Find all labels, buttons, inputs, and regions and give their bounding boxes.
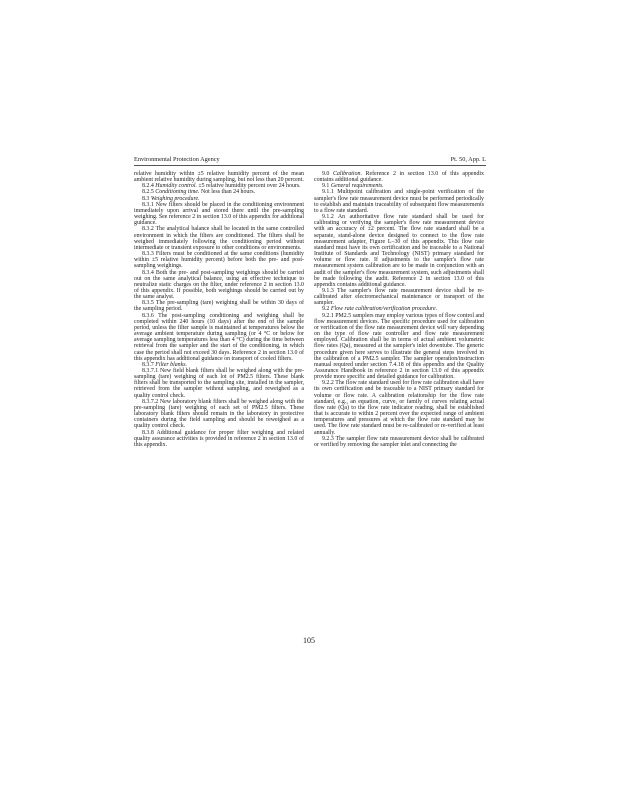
section-number: 8.3.5: [142, 300, 154, 307]
paragraph: [134, 226, 304, 251]
paragraph-text: An authoritative flow rate standard shall be used for calibrating or verifying the sampler's flow rate measurement device with an accuracy of ±2 percent. The flow rate standard shall be a separate, stand-alone device designed to connect to the flow rate measurement adapter, Figure L–30 of this appendix. This flow rate standard must have its own certification and be traceable to a National Institute of Standards and Technology (NIST) primary standard for volume or flow rate. If adjustments to the sampler's flow rate measurement system calibration are to be made in conjunction with an audit of the sampler's flow measurement system, such adjustments shall be made following the audit. Reference 2 in section 13.0 of this appendix contains additional guidance.: [314, 214, 484, 288]
section-title: Conditioning time.: [155, 189, 200, 196]
section-number: 9.2.1: [322, 312, 334, 319]
section-title: Humidity control.: [155, 183, 197, 190]
paragraph-text: The sampler's flow rate measurement device shall be re-calibrated after electromechanical maintenance or transport of the sampler.: [314, 287, 485, 307]
running-header: [134, 156, 486, 166]
section-number: 8.3: [142, 195, 150, 202]
paragraph-text: New field blank filters shall be weighed along with the pre-sampling (tare) weighing of each lot of PM2.5 filters. These blank filters shall be transported to the sampling site, installed in the sampler, retrieved from the sampler without sampling, and reweighed as a quality control check.: [134, 368, 304, 399]
section-title: General requirements.: [330, 183, 384, 190]
paragraph: [314, 288, 484, 306]
paragraph-text: Multipoint calibration and single-point verification of the sampler's flow rate measurement device must be performed periodically to establish and maintain traceability of subsequent flow measurements to a flow rate standard.: [314, 189, 484, 214]
paragraph-text: Reference 2 in section 13.0 of this appendix contains additional guidance.: [314, 171, 484, 184]
section-number: 9.2.2: [322, 380, 334, 387]
paragraph-text: The analytical balance shall be located in the same controlled environment in which the filters are conditioned. The filters shall be weighed immediately following the conditioning period without intermediate or transient exposure to other conditions or environments.: [134, 226, 304, 251]
paragraph-text: New filters should be placed in the conditioning environment immediately upon arrival and stored there until the pre-sampling weighing. See reference 2 in section 13.0 of this appendix for additional guidance.: [134, 201, 304, 227]
paragraph: [314, 214, 484, 288]
section-number: 8.3.1: [142, 201, 154, 208]
section-number: 8.3.7.2: [142, 398, 159, 405]
section-number: 8.3.4: [142, 269, 154, 276]
section-number: 8.2.4: [142, 183, 154, 190]
paragraph: [314, 189, 484, 214]
section-title: Weighing procedure.: [150, 195, 200, 202]
paragraph: [314, 313, 484, 381]
header-agency: Environmental Protection Agency: [134, 156, 220, 163]
paragraph: [314, 380, 484, 435]
section-title: Flow rate calibration/verification procedure.: [330, 306, 438, 313]
paragraph-text: The pre-sampling (tare) weighing shall be within 30 days of the sampling period.: [134, 300, 304, 313]
section-number: 8.3.8: [142, 429, 154, 436]
section-number: 8.3.7.1: [142, 368, 159, 374]
section-number: 8.3.6: [142, 312, 154, 319]
right-column: [314, 171, 484, 448]
section-number: 9.1: [322, 183, 330, 190]
section-number: 8.3.3: [142, 251, 154, 258]
paragraph-text: PM2.5 samplers may employ various types of flow control and flow measurement devices. The specific procedure used for calibration or verification of the flow rate measurement device will vary depending on the type of flow rate controller and flow rate measurement employed. Calibration shall be in terms of actual ambient volumetric flow rates (Qa), measured at the sampler's inlet downtube. The generic procedure given here serves to illustrate the general steps involved in the calibration of a PM2.5 sampler. The sampler operation/instruction manual required under section 7.4.18 of this appendix and the Quality Assurance Handbook in reference 2 in section 13.0 of this appendix provide more specific and detailed guidance for calibration.: [314, 312, 484, 381]
paragraph: [134, 300, 304, 312]
section-number: 8.2.5: [142, 189, 154, 196]
paragraph-text: Filters must be conditioned at the same conditions (humidity within ±5 relative humidity percent) before both the pre- and post-sampling weighings.: [134, 251, 304, 270]
paragraph: [314, 171, 484, 183]
paragraph: [134, 202, 304, 227]
header-part: Pt. 50, App. L: [450, 156, 486, 163]
section-title: Calibration.: [332, 171, 362, 177]
paragraph-text: New laboratory blank filters shall be weighed along with the pre-sampling (tare) weighing of each set of PM2.5 filters. These laboratory blank filters should remain in the laboratory in protective containers during the field sampling and should be reweighed as a quality control check.: [134, 398, 304, 430]
paragraph-text: The sampler flow rate measurement device shall be calibrated or verified by removing the sampler inlet and connecting the: [314, 435, 484, 448]
paragraph: [134, 171, 304, 183]
section-number: 9.1.3: [322, 287, 334, 294]
section-number: 9.0: [322, 171, 330, 177]
left-column: [134, 171, 304, 448]
paragraph-text: The flow rate standard used for flow rate calibration shall have its own certification and be traceable to a NIST primary standard for volume or flow rate. A calibration relationship for the flow rate standard, e.g., an equation, curve, or family of curves relating actual flow rate (Qa) to the flow rate indicator reading, shall be established that is accurate to within 2 percent over the expected range of ambient temperatures and pressures at which the flow rate standard may be used. The flow rate standard must be re-calibrated or re-verified at least annually.: [314, 380, 484, 436]
paragraph: [134, 399, 304, 430]
paragraph: [134, 368, 304, 399]
section-number: 9.2: [322, 306, 330, 313]
page-number: 105: [303, 636, 315, 645]
paragraph-text: relative humidity within ±5 relative humidity percent of the mean ambient relative humidity during sampling, but not less than 20 percent.: [134, 171, 304, 184]
paragraph-text: Additional guidance for proper filter weighing and related quality assurance activities is provided in reference 2 in section 13.0 of this appendix.: [134, 429, 304, 448]
paragraph: [134, 270, 304, 301]
section-number: 8.3.2: [142, 226, 154, 233]
section-number: 8.3.7: [142, 361, 154, 368]
section-title: Filter blanks.: [155, 361, 188, 368]
paragraph: [134, 430, 304, 448]
section-number: 9.1.2: [322, 214, 334, 221]
paragraph-text: Both the pre- and post-sampling weighings should be carried out on the same analytical balance, using an effective technique to neutralize static charges on the filter, under reference 2 in section 13.0 of this appendix. If possible, both weighings should be carried out by the same analyst.: [134, 269, 304, 301]
paragraph: [134, 251, 304, 269]
section-number: 9.1.1: [322, 189, 334, 196]
paragraph-text: ±5 relative humidity percent over 24 hours.: [198, 183, 301, 190]
section-number: 9.2.3: [322, 435, 334, 442]
paragraph-text: The post-sampling conditioning and weighing shall be completed within 240 hours (10 days) after the end of the sample period, unless the filter sample is maintained at temperatures below the average ambient temperature during sampling (or 4 °C or below for average sampling temperatures less than 4 °C) during the time between retrieval from the sampler and the start of the conditioning, in which case the period shall not exceed 30 days. Reference 2 in section 13.0 of this appendix has additional guidance on transport of cooled filters.: [134, 312, 304, 362]
paragraph: [314, 436, 484, 448]
paragraph-text: Not less than 24 hours.: [200, 189, 256, 196]
paragraph: [134, 313, 304, 362]
